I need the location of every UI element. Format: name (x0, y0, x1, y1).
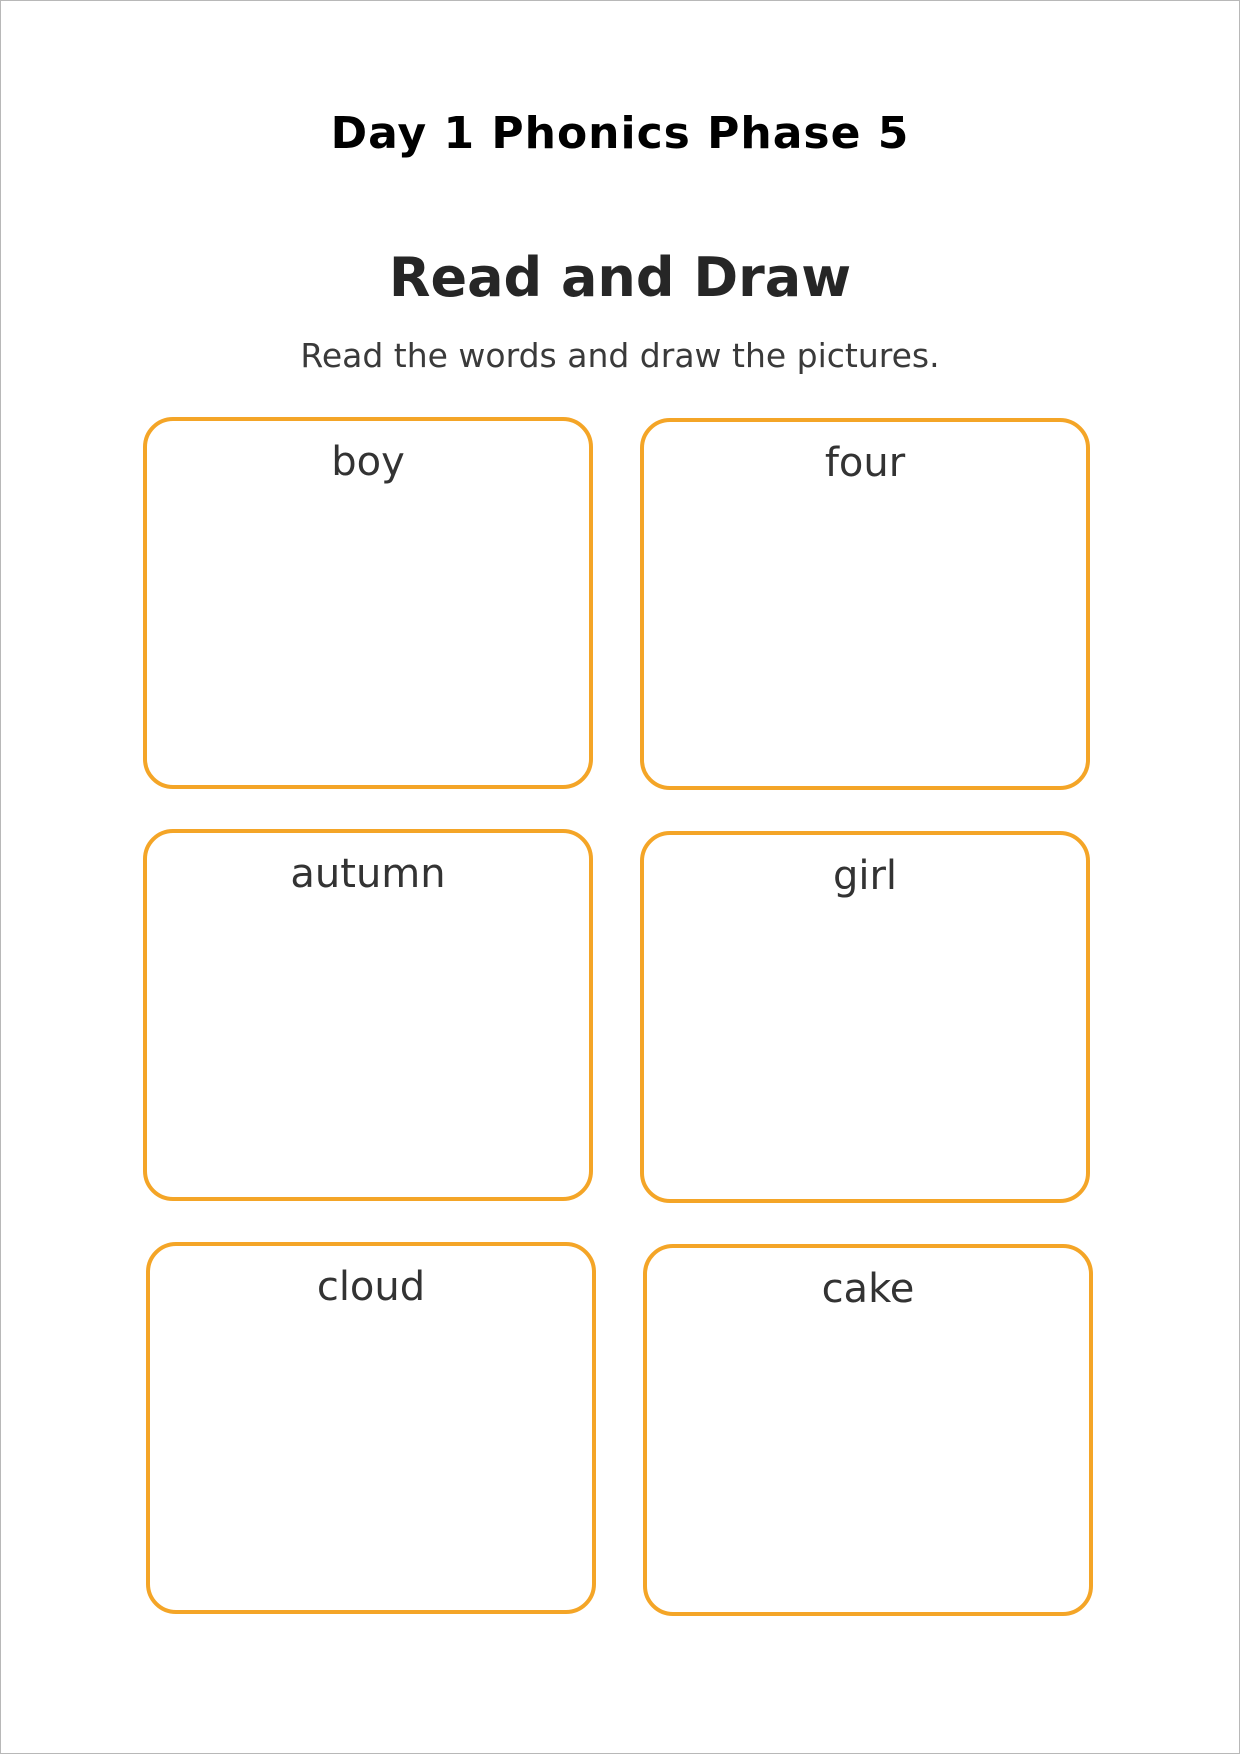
box-word-label: autumn (290, 851, 446, 897)
day-title: Day 1 Phonics Phase 5 (330, 108, 910, 159)
drawing-box-four[interactable] (640, 418, 1090, 790)
drawing-box-boy[interactable] (143, 417, 593, 789)
drawing-box-girl[interactable] (640, 831, 1090, 1203)
drawing-box-cake[interactable] (643, 1244, 1093, 1616)
worksheet-title: Read and Draw (388, 246, 852, 309)
drawing-box-cloud[interactable] (146, 1242, 596, 1614)
box-word-label: girl (832, 853, 898, 899)
drawing-box-autumn[interactable] (143, 829, 593, 1201)
box-word-label: cloud (316, 1264, 426, 1310)
worksheet-instruction: Read the words and draw the pictures. (300, 336, 940, 375)
box-word-label: boy (331, 439, 405, 485)
box-word-label: cake (821, 1266, 915, 1312)
box-word-label: four (824, 440, 906, 486)
